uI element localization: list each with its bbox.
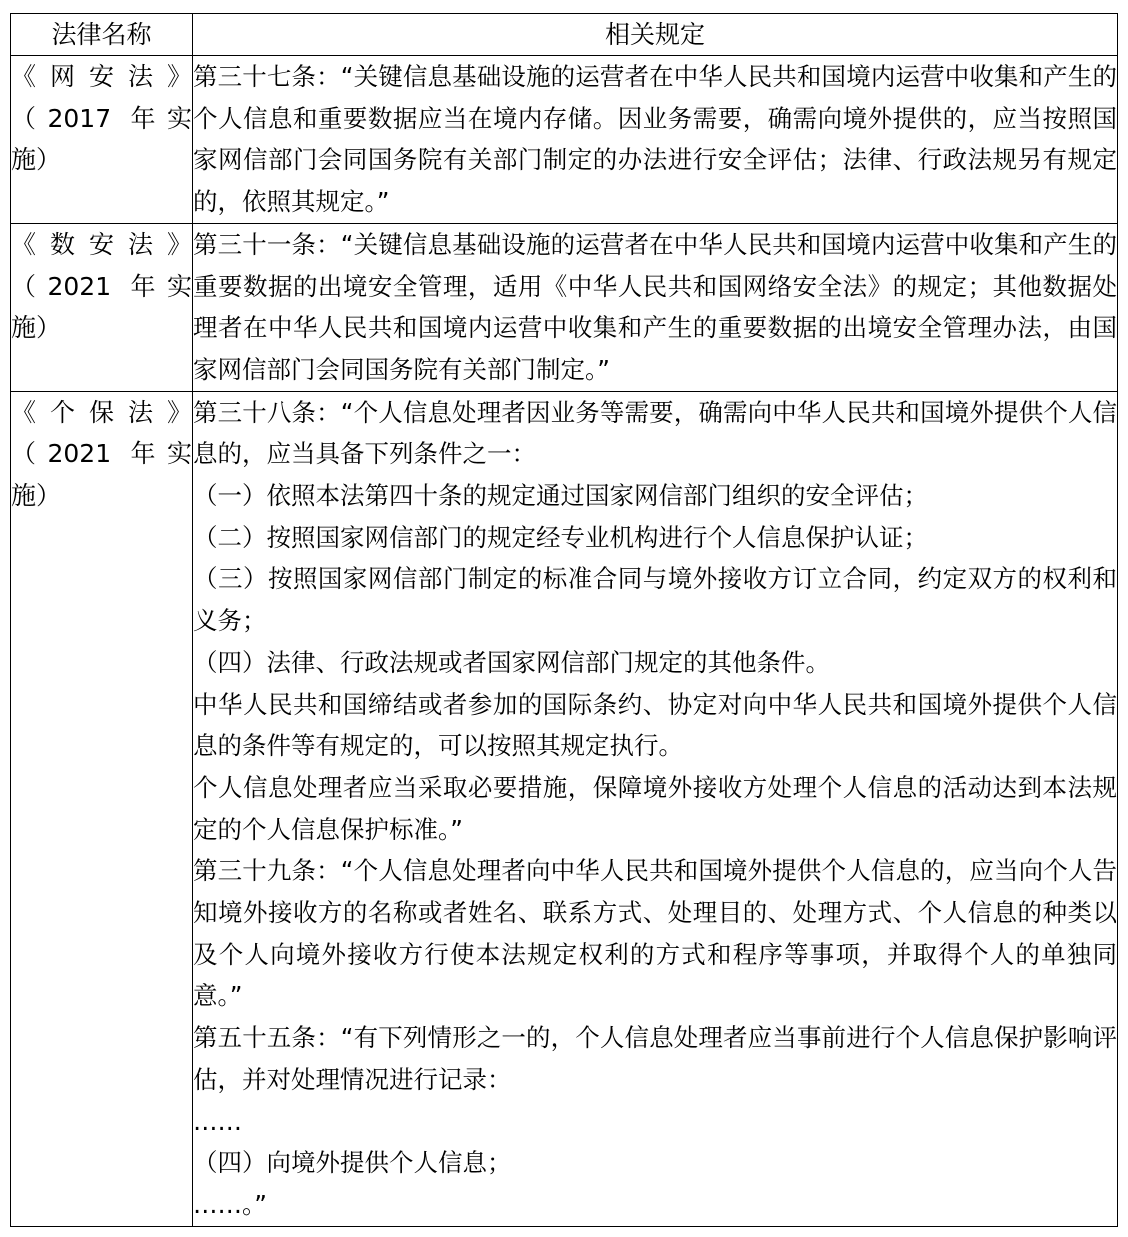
law-name-cell xyxy=(11,223,193,391)
table-row xyxy=(11,391,1118,1226)
provision-paragraph: 第三十九条：“个人信息处理者向中华人民共和国境外提供个人信息的，应当向个人告知境外接收方的名称或者姓名、联系方式、处理目的、处理方式、个人信息的种类以及个人向境外接收方行使本法规定权利的方式和程序等事项，并取得个人的单独同意。” xyxy=(193,856,1117,1011)
provision-paragraph: 第五十五条：“有下列情形之一的，个人信息处理者应当事前进行个人信息保护影响评估，并对处理情况进行记录： xyxy=(193,1023,1117,1094)
provision-paragraph: 第三十八条：“个人信息处理者因业务等需要，确需向中华人民共和国境外提供个人信息的，应当具备下列条件之一： xyxy=(193,397,1117,469)
provision-paragraph: 个人信息处理者应当采取必要措施，保障境外接收方处理个人信息的活动达到本法规定的个人信息保护标准。” xyxy=(193,772,1117,844)
table-header-row xyxy=(11,14,1118,56)
table-row xyxy=(11,223,1118,391)
provision-cell xyxy=(193,223,1118,391)
provision-paragraph: 中华人民共和国缔结或者参加的国际条约、协定对向中华人民共和国境外提供个人信息的条件等有规定的，可以按照其规定执行。 xyxy=(193,689,1117,761)
provision-paragraph: （四）法律、行政法规或者国家网信部门规定的其他条件。 xyxy=(193,647,830,677)
provision-cell xyxy=(193,391,1118,1226)
law-year: （2021 年实 xyxy=(11,439,192,469)
law-name-cell xyxy=(11,391,193,1226)
law-year-suffix: 施） xyxy=(11,313,62,343)
header-law-name: 法律名称 xyxy=(11,14,193,56)
law-year-suffix: 施） xyxy=(11,145,62,175)
provision-paragraph: （二）按照国家网信部门的规定经专业机构进行个人信息保护认证； xyxy=(193,522,928,552)
provision-paragraph: ……。” xyxy=(193,1189,267,1219)
provision-paragraph: （三）按照国家网信部门制定的标准合同与境外接收方订立合同，约定双方的权利和义务； xyxy=(193,564,1117,636)
provision-paragraph: （一）依照本法第四十条的规定通过国家网信部门组织的安全评估； xyxy=(193,481,928,511)
provision-paragraph: 第三十一条：“关键信息基础设施的运营者在中华人民共和国境内运营中收集和产生的重要数据的出境安全管理，适用《中华人民共和国网络安全法》的规定；其他数据处理者在中华人民共和国境内运营中收集和产生的重要数据的出境安全管理办法，由国家网信部门会同国务院有关部门制定。” xyxy=(193,229,1117,384)
law-year-suffix: 施） xyxy=(11,481,62,510)
provision-paragraph: 第三十七条：“关键信息基础设施的运营者在中华人民共和国境内运营中收集和产生的个人信息和重要数据应当在境内存储。因业务需要，确需向境外提供的，应当按照国家网信部门会同国务院有关部门制定的办法进行安全评估；法律、行政法规另有规定的，依照其规定。” xyxy=(193,62,1117,217)
law-name: 《网安法》 xyxy=(11,62,192,91)
law-name: 《数安法》 xyxy=(11,229,192,259)
provision-cell xyxy=(193,56,1118,224)
header-provisions: 相关规定 xyxy=(193,14,1118,56)
law-year: （2021 年实 xyxy=(11,271,192,301)
law-name: 《个保法》 xyxy=(11,397,192,427)
provision-paragraph: （四）向境外提供个人信息； xyxy=(193,1148,512,1178)
law-year: （2017 年实 xyxy=(11,103,192,133)
provision-paragraph: …… xyxy=(193,1106,242,1136)
law-provisions-table xyxy=(10,13,1118,1227)
law-name-cell xyxy=(11,56,193,224)
table-row xyxy=(11,56,1118,224)
